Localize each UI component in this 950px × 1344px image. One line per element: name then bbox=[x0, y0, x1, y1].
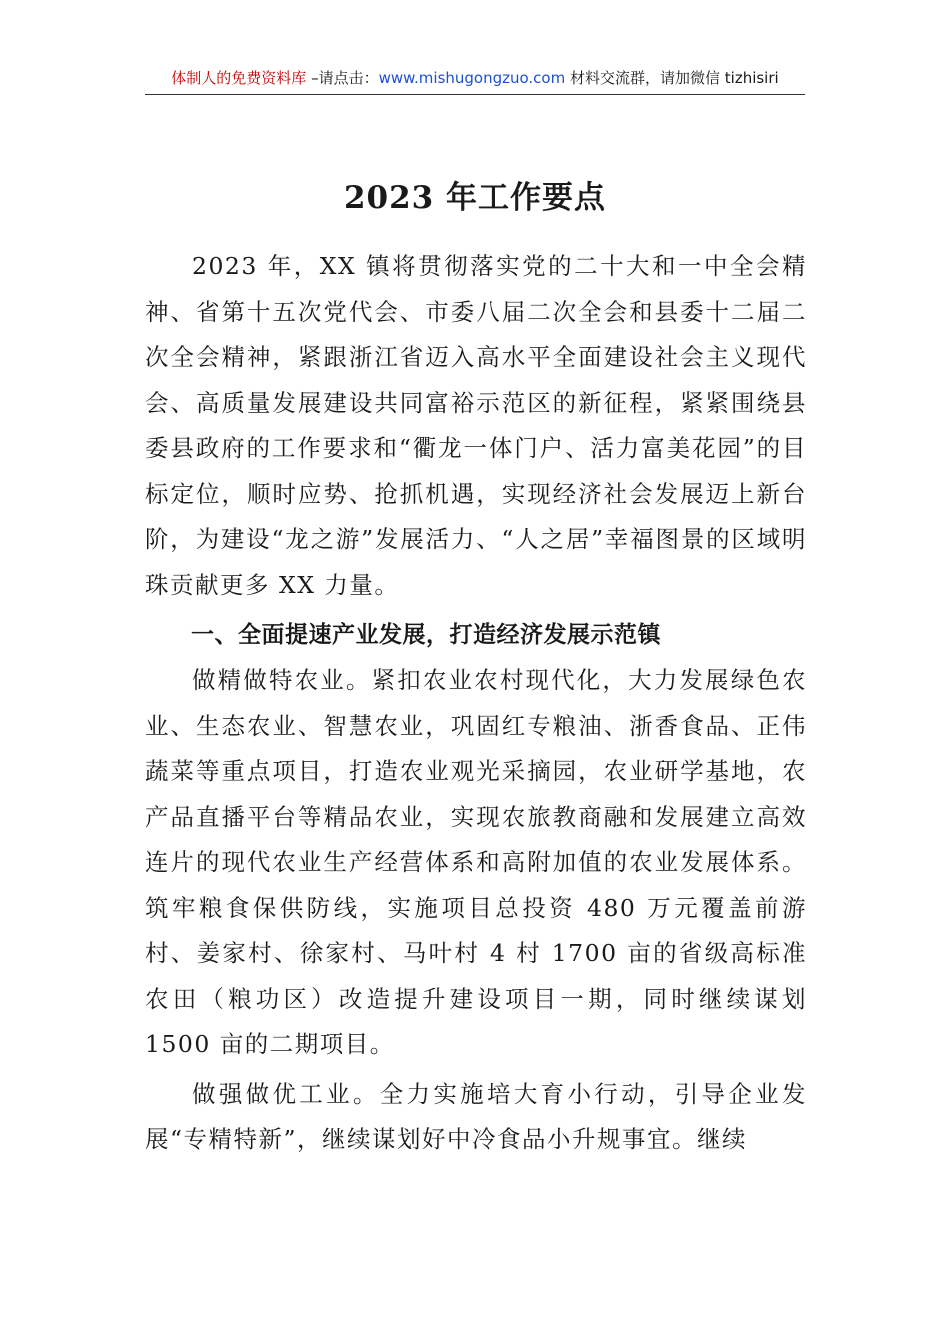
agriculture-paragraph: 做精做特农业。紧扣农业农村现代化，大力发展绿色农业、生态农业、智慧农业，巩固红专粮油、浙香食品、正伟蔬菜等重点项目，打造农业观光采摘园，农业研学基地，农产品直播平台等精品农业，实现农旅教商融和发展建立高效连片的现代农业生产经营体系和高附加值的农业发展体系。筑牢粮食保供防线，实施项目总投资 480 万元覆盖前游村、姜家村、徐家村、马叶村 4 村 1700 亩的省级高标准农田（粮功区）改造提升建设项目一期，同时继续谋划 1500 亩的二期项目。 bbox=[145, 666, 807, 1058]
header-contact: 材料交流群，请加微信 tizhisiri bbox=[565, 69, 779, 87]
page-header bbox=[145, 66, 805, 95]
header-url-link[interactable]: www.mishugongzuo.com bbox=[378, 69, 566, 87]
header-prompt: –请点击： bbox=[306, 69, 379, 87]
section-heading-1: 一、全面提速产业发展，打造经济发展示范镇 bbox=[191, 622, 661, 648]
document-body bbox=[145, 244, 807, 1163]
document-title: 2023 年工作要点 bbox=[343, 180, 607, 216]
industry-paragraph: 做强做优工业。全力实施培大育小行动，引导企业发展“专精特新”，继续谋划好中冷食品小升规事宜。继续 bbox=[145, 1079, 807, 1153]
header-brand: 体制人的免费资料库 bbox=[171, 69, 307, 87]
intro-paragraph: 2023 年，XX 镇将贯彻落实党的二十大和一中全会精神、省第十五次党代会、市委八届二次全会和县委十二届二次全会精神，紧跟浙江省迈入高水平全面建设社会主义现代会、高质量发展建设共同富裕示范区的新征程，紧紧围绕县委县政府的工作要求和“衢龙一体门户、活力富美花园”的目标定位，顺时应势、抢抓机遇，实现经济社会发展迈上新台阶，为建设“龙之游”发展活力、“人之居”幸福图景的区域明珠贡献更多 XX 力量。 bbox=[145, 252, 807, 599]
